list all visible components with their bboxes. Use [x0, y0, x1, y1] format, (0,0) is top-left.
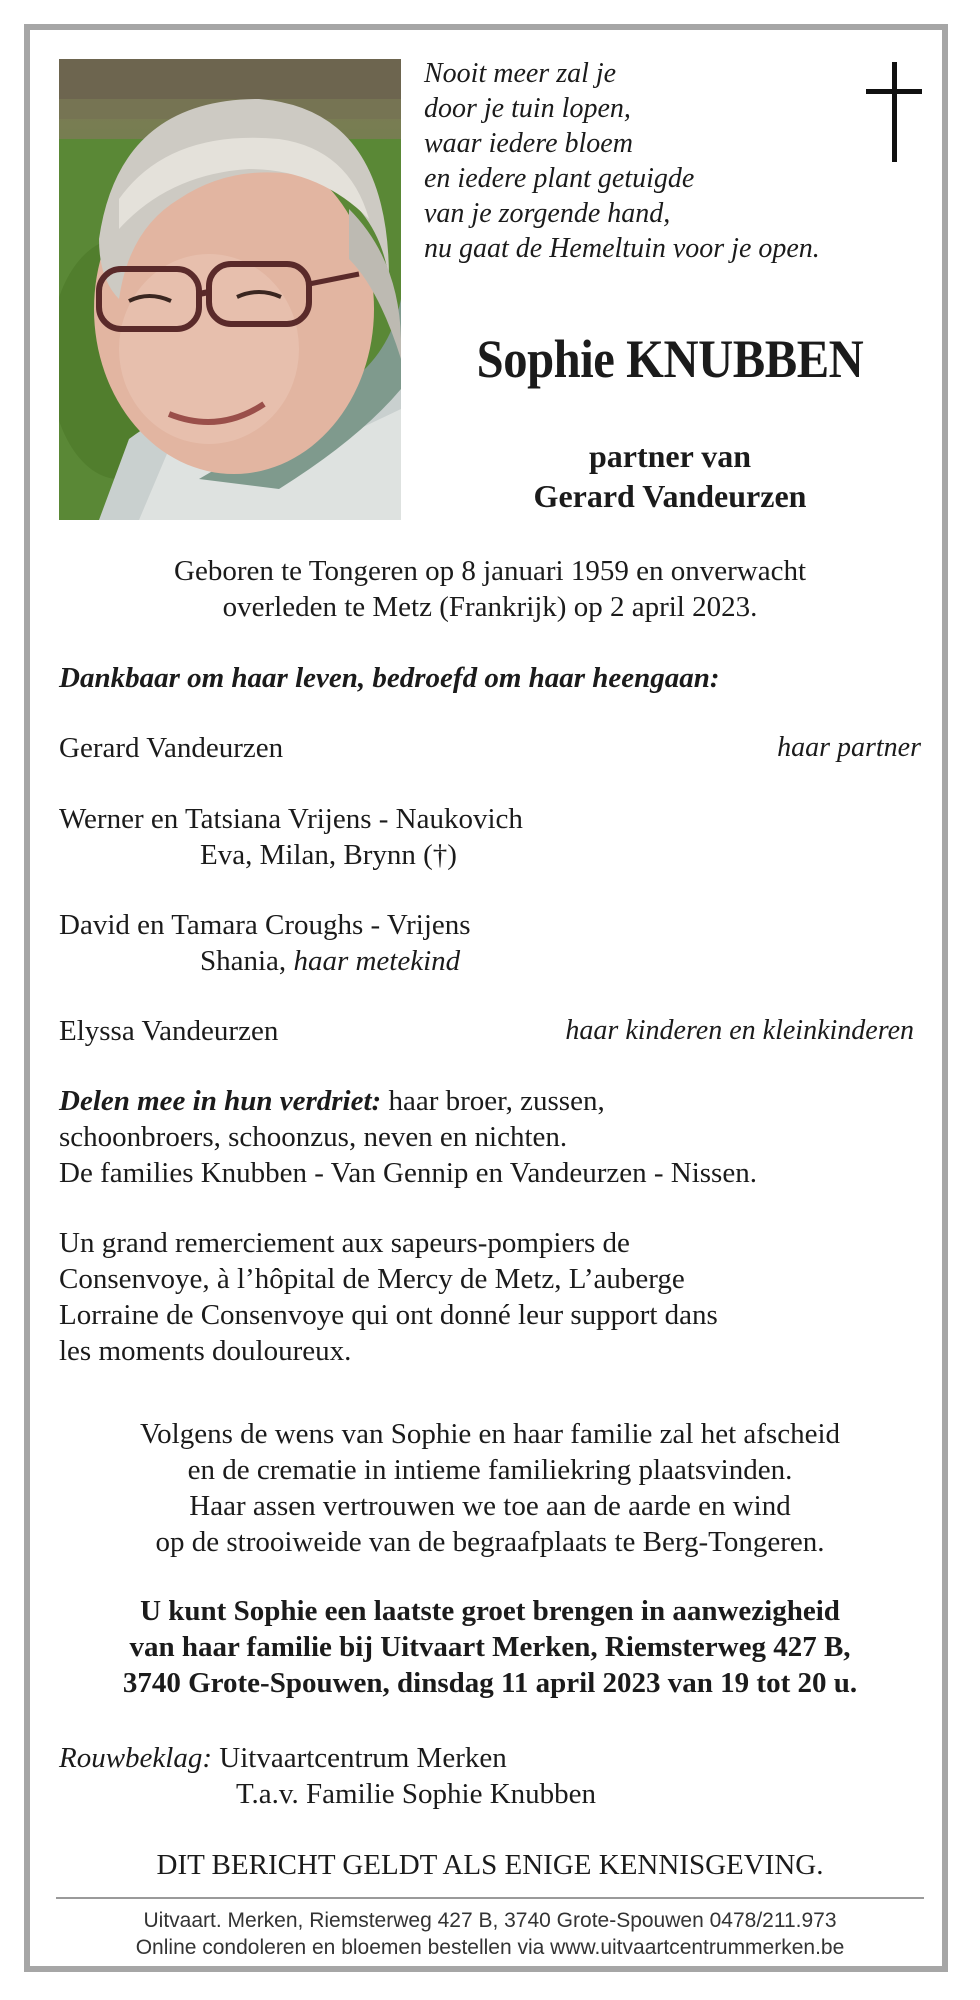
wish-line: op de strooiweide van de begraafplaats te Berg-Tongeren. — [155, 1526, 825, 1558]
footer — [56, 1907, 924, 1961]
visit-line: van haar familie bij Uitvaart Merken, Riemsterweg 427 B, — [129, 1631, 851, 1663]
birth-death-text — [59, 553, 921, 625]
footer-address: Uitvaart. Merken, Riemsterweg 427 B, 3740 Grote-Spouwen 0478/211.973 — [143, 1909, 837, 1932]
family-child3-role: haar kinderen en kleinkinderen — [565, 1015, 914, 1046]
share-section — [59, 1083, 757, 1191]
grateful-heading: Dankbaar om haar leven, bedroefd om haar heengaan: — [59, 662, 720, 694]
thanks-line: Consenvoye, à l’hôpital de Mercy de Metz, L’auberge — [59, 1263, 685, 1295]
family-child2-name: David en Tamara Croughs - Vrijens — [59, 909, 471, 941]
family-child3-name: Elyssa Vandeurzen — [59, 1015, 279, 1047]
share-line2: schoonbroers, schoonzus, neven en nichten. — [59, 1121, 568, 1153]
wish-line: Haar assen vertrouwen we toe aan de aarde en wind — [189, 1490, 791, 1522]
poem-line: Nooit meer zal je — [424, 58, 617, 89]
visit-line: 3740 Grote-Spouwen, dinsdag 11 april 2023 van 19 tot 20 u. — [122, 1667, 858, 1699]
visit-section — [59, 1593, 921, 1701]
poem — [424, 56, 884, 266]
family-child2-children — [200, 943, 460, 979]
poem-line: en iedere plant getuigde — [424, 163, 695, 194]
deceased-name: Sophie KNUBBEN — [476, 329, 864, 389]
share-line3: De families Knubben - Van Gennip en Vandeurzen - Nissen. — [59, 1157, 757, 1189]
poem-line: waar iedere bloem — [424, 128, 633, 159]
thanks-line: Un grand remerciement aux sapeurs-pompiers de — [59, 1227, 630, 1259]
poem-line: door je tuin lopen, — [424, 93, 631, 124]
condolence-line1 — [59, 1740, 507, 1776]
family-partner-role: haar partner — [777, 732, 921, 763]
portrait-illustration — [59, 59, 401, 520]
partner-name: Gerard Vandeurzen — [533, 478, 807, 514]
wish-line: en de crematie in intieme familiekring plaatsvinden. — [187, 1454, 793, 1486]
share-line1: haar broer, zussen, — [388, 1085, 605, 1117]
family-child1-children: Eva, Milan, Brynn (†) — [200, 839, 457, 871]
family-child1-name: Werner en Tatsiana Vrijens - Naukovich — [59, 803, 523, 835]
share-heading: Delen mee in hun verdriet: — [59, 1085, 382, 1117]
condolence-label: Rouwbeklag: — [59, 1742, 213, 1774]
footer-divider — [56, 1897, 924, 1899]
wish-section — [59, 1416, 921, 1560]
wish-line: Volgens de wens van Sophie en haar familie zal het afscheid — [139, 1418, 841, 1450]
child2-children-note: haar metekind — [293, 945, 461, 977]
thanks-section — [59, 1225, 718, 1369]
partner-info — [420, 436, 920, 516]
poem-line: van je zorgende hand, — [424, 198, 671, 229]
partner-label: partner van — [588, 438, 752, 474]
child2-children-names: Shania, — [200, 945, 287, 977]
visit-line: U kunt Sophie een laatste groet brengen in aanwezigheid — [140, 1595, 840, 1627]
portrait-photo — [59, 59, 401, 520]
condolence-recipient: Uitvaartcentrum Merken — [219, 1742, 507, 1774]
footer-online: Online condoleren en bloemen bestellen via www.uitvaartcentrummerken.be — [135, 1936, 845, 1959]
death-line: overleden te Metz (Frankrijk) op 2 april 2023. — [222, 591, 758, 623]
cross-icon — [866, 62, 922, 162]
family-partner-name: Gerard Vandeurzen — [59, 732, 284, 764]
thanks-line: les moments douloureux. — [59, 1335, 352, 1367]
poem-line: nu gaat de Hemeltuin voor je open. — [424, 233, 820, 264]
notice: DIT BERICHT GELDT ALS ENIGE KENNISGEVING. — [156, 1849, 824, 1881]
birth-line: Geboren te Tongeren op 8 januari 1959 en onverwacht — [174, 555, 806, 587]
condolence-line2: T.a.v. Familie Sophie Knubben — [236, 1778, 597, 1810]
thanks-line: Lorraine de Consenvoye qui ont donné leur support dans — [59, 1299, 718, 1331]
